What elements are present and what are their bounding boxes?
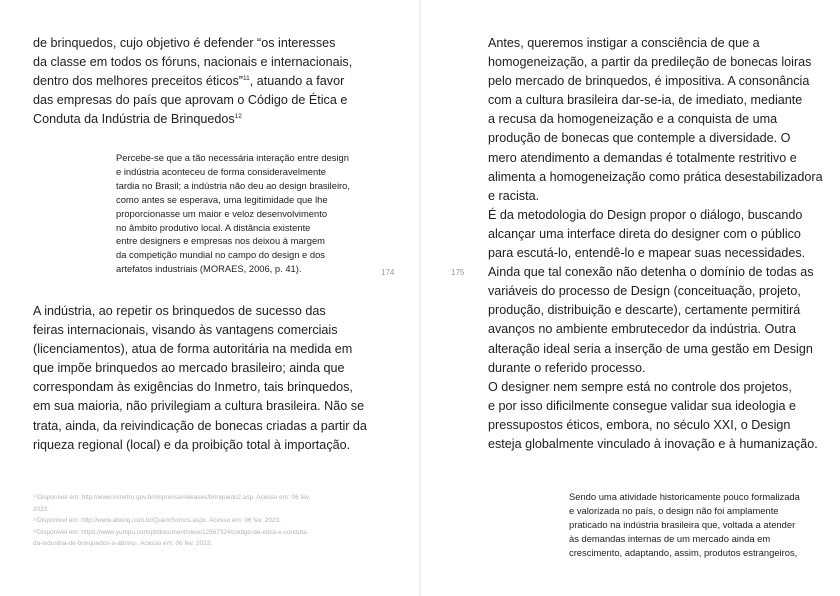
text-line: Antes, queremos instigar a consciência de que a — [488, 36, 760, 50]
text-line: alteração ideal seria a inserção de uma gestão em Design — [488, 341, 813, 356]
text-line: mero atendimento a demandas é totalmente restritivo e — [488, 150, 797, 165]
text-line: O designer nem sempre está no controle dos projetos, — [488, 379, 792, 394]
quote-line: Sendo uma atividade historicamente pouco formalizada — [569, 491, 800, 502]
text-line: correspondam às exigências do Inmetro, tais brinquedos, — [33, 380, 353, 395]
text-line: esteja globalmente vinculado à inovação e à humanização. — [488, 436, 818, 451]
text-line: Ainda que tal conexão não detenha o domínio de todas as — [488, 265, 814, 280]
text-line: das empresas do país que aprovam o Código de Ética e — [33, 93, 348, 108]
quote-line: no âmbito produtivo local. A distância existente — [116, 221, 311, 233]
text-line: A indústria, ao repetir os brinquedos de sucesso das — [33, 304, 326, 318]
text-line: da classe em todos os fóruns, nacionais e internacionais, — [33, 55, 353, 70]
right-paragraph-1 — [488, 34, 823, 454]
text-line: a recusa da homogeneização e a conquista de uma — [488, 112, 778, 127]
text-line: alimenta a homogeneização como prática desestabilizadora — [488, 169, 823, 184]
text-line: alcançar uma interface direta do designer com o público — [488, 226, 801, 241]
text-line: em sua maioria, não privilegiam a cultura brasileira. Não se — [33, 399, 365, 414]
text-line-part: dentro dos melhores preceitos éticos” — [33, 74, 243, 89]
left-paragraph-2 — [33, 302, 367, 455]
quote-line: Percebe-se que a tão necessária interação entre design — [116, 152, 349, 163]
left-block-quote — [116, 151, 350, 276]
quote-line: como antes se esperava, uma legitimidade que lhe — [116, 193, 328, 205]
quote-line: às demandas internas de um mercado ainda em — [569, 532, 771, 544]
quote-line: e indústria aconteceu de forma consideravelmente — [116, 165, 327, 177]
footnote-10-continued: 2023. — [33, 505, 49, 513]
quote-line: tardia no Brasil; a indústria não deu ao design brasileiro, — [116, 179, 350, 191]
footnote-12[interactable]: ¹²Disponível em: https://www.yumpu.com/pt/document/view/12867324/codigo-de-etica-e-conduta- — [33, 528, 309, 536]
page-number-right: 175 — [451, 268, 465, 277]
text-line: avanços no ambiente embrutecedor da indústria. Outra — [488, 322, 797, 337]
text-line: de brinquedos, cujo objetivo é defender “os interesses — [33, 36, 336, 50]
text-line: É da metodologia do Design propor o diálogo, buscando — [488, 207, 803, 222]
quote-line: praticado na indústria brasileira que, voltada a atender — [569, 518, 796, 530]
right-block-quote — [569, 490, 800, 560]
text-line: durante o referido processo. — [488, 360, 646, 375]
quote-line: entre designers e empresas nos deixou à margem — [116, 235, 325, 247]
text-line: pelo mercado de brinquedos, é impositiva. A consonância — [488, 74, 810, 89]
left-page — [0, 0, 419, 596]
text-line — [33, 72, 352, 91]
quote-line: proporcionasse um maior e veloz desenvolvimento — [116, 207, 328, 219]
text-line: para escutá-lo, entendê-lo e mapear suas necessidades. — [488, 246, 806, 261]
page-number-left: 174 — [381, 268, 395, 277]
text-line: e por isso dificilmente consegue validar sua ideologia e — [488, 398, 797, 413]
text-line — [33, 110, 352, 129]
quote-line: crescimento, adaptando, assim, produtos estrangeiros, — [569, 546, 798, 558]
footnotes — [33, 492, 363, 550]
text-line: homogeneização, a partir da predileção de bonecas loiras — [488, 55, 812, 70]
left-paragraph-1 — [33, 34, 352, 129]
footnote-ref-11[interactable]: 11 — [243, 75, 250, 83]
text-line-part: Conduta da Indústria de Brinquedos — [33, 112, 235, 127]
footnote-12-continued: da-industria-de-brinquedos-a-abrinq-. Acesso em: 06 fev. 2023. — [33, 540, 212, 548]
text-line: riqueza regional (local) e da proibição total à importação. — [33, 437, 351, 452]
text-line: feiras internacionais, visando às vantagens comerciais — [33, 323, 338, 338]
quote-line: da competição mundial no campo do design e dos — [116, 249, 325, 261]
right-page — [421, 0, 840, 596]
text-line: produção de bonecas que contemple a diversidade. O — [488, 131, 791, 146]
text-line: trata, ainda, da reivindicação de bonecas criadas a partir da — [33, 418, 367, 433]
text-line: com a cultura brasileira dar-se-ia, de imediato, mediante — [488, 93, 803, 108]
footnote-11[interactable]: ¹¹Disponível em: http://www.abrinq.com.br/QuemSomos.aspx. Acesso em: 06 fev. 2023. — [33, 517, 281, 525]
text-line: variáveis do processo de Design (conceituação, projeto, — [488, 284, 801, 299]
footnote-ref-12[interactable]: 12 — [234, 113, 242, 121]
text-line-part: , atuando a favor — [249, 74, 345, 89]
quote-line: e valorizada no país, o design não foi amplamente — [569, 504, 779, 516]
text-line: (licenciamentos), atua de forma autoritária na medida em — [33, 342, 353, 357]
quote-line: artefatos industriais (MORAES, 2006, p. 41). — [116, 263, 302, 275]
text-line: pressupostos éticos, embora, no século XXI, o Design — [488, 417, 791, 432]
text-line: e racista. — [488, 188, 540, 203]
text-line: produção, distribuição e descarte), certamente permitirá — [488, 303, 801, 318]
text-line: que impõe brinquedos ao mercado brasileiro; ainda que — [33, 361, 345, 376]
footnote-10[interactable]: ¹⁰Disponível em: http://www.inmetro.gov.br/imprensa/releases/brinquedo2.asp. Acesso em: 06 fev. — [33, 494, 311, 501]
